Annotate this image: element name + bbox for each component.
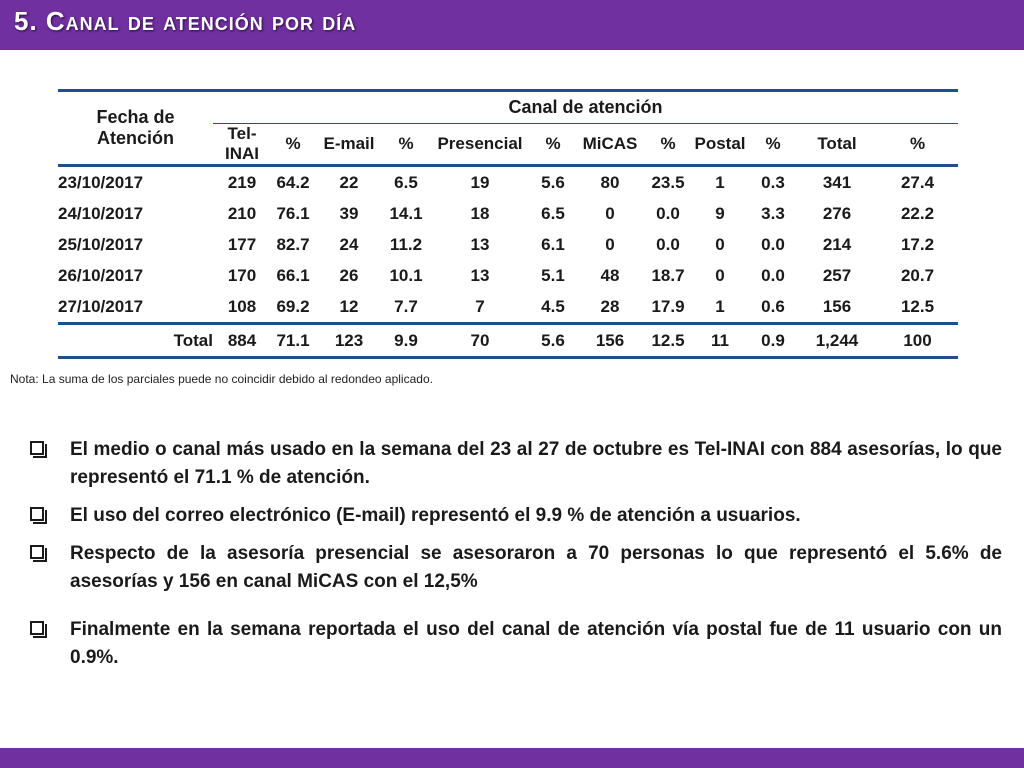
table-cell: 13 <box>470 234 490 254</box>
table-cell: 26 <box>339 265 359 285</box>
table-cell: 170 <box>227 265 257 285</box>
table-cell: 210 <box>227 203 257 223</box>
table-cell: 177 <box>227 234 257 254</box>
column-header: % <box>660 134 676 153</box>
slide-title: 5. Canal de atención por día <box>14 6 357 36</box>
table-cell: 6.1 <box>541 234 565 254</box>
table-cell: 4.5 <box>541 296 565 316</box>
table-cell: 19 <box>470 172 490 192</box>
total-cell: 156 <box>575 324 645 358</box>
table-row <box>58 229 958 260</box>
bullet-text: Respecto de la asesoría presencial se asesoraron a 70 personas lo que representó el 5.6% de asesorías y 156 en canal MiCAS con el 12,5% <box>70 543 1002 592</box>
table-cell: 0 <box>715 265 725 285</box>
table-cell: 39 <box>339 203 359 223</box>
table-cell: 0.0 <box>656 203 680 223</box>
column-header: % <box>285 134 301 153</box>
table-cell: 24 <box>339 234 359 254</box>
table-cell: 219 <box>227 172 257 192</box>
date-cell: 23/10/2017 <box>58 172 144 192</box>
table-cell: 20.7 <box>900 265 935 285</box>
table-cell: 76.1 <box>276 203 310 223</box>
date-cell: 24/10/2017 <box>58 203 144 223</box>
column-header: % <box>398 134 414 153</box>
table-cell: 23.5 <box>651 172 685 192</box>
table-cell: 5.1 <box>541 265 565 285</box>
bullet-item <box>30 540 1002 596</box>
table-cell: 12.5 <box>900 296 935 316</box>
table-cell: 80 <box>600 172 620 192</box>
table-cell: 1 <box>715 172 725 192</box>
total-cell: 123 <box>315 324 383 358</box>
bullet-list <box>30 436 1002 672</box>
table-cell: 64.2 <box>276 172 310 192</box>
date-cell: 27/10/2017 <box>58 296 144 316</box>
column-header: Presencial <box>437 134 523 153</box>
date-cell: 25/10/2017 <box>58 234 144 254</box>
table-cell: 0 <box>605 234 615 254</box>
total-cell: 71.1 <box>271 324 315 358</box>
bullet-text: El medio o canal más usado en la semana del 23 al 27 de octubre es Tel-INAI con 884 asesorías, lo que representó el 71.1 % de atención. <box>70 439 1002 488</box>
title-bar <box>0 0 1024 50</box>
table-row <box>58 198 958 229</box>
bottom-bar <box>0 748 1024 768</box>
table-cell: 257 <box>822 265 852 285</box>
total-cell: 9.9 <box>383 324 429 358</box>
table-body <box>58 166 958 324</box>
total-cell: 12.5 <box>645 324 691 358</box>
total-cell: 5.6 <box>531 324 575 358</box>
table-cell: 7 <box>475 296 485 316</box>
column-header: Total <box>817 134 857 153</box>
total-cell: 0.9 <box>749 324 797 358</box>
table-cell: 341 <box>822 172 852 192</box>
column-header: % <box>765 134 781 153</box>
table-cell: 1 <box>715 296 725 316</box>
table-cell: 214 <box>822 234 852 254</box>
table-cell: 27.4 <box>900 172 935 192</box>
canal-group-header: Canal de atención <box>213 91 958 124</box>
column-header: E-mail <box>323 134 375 153</box>
table-cell: 108 <box>227 296 257 316</box>
column-header: Tel-INAI <box>225 124 259 163</box>
checkbox-bullet-icon <box>30 621 44 635</box>
bullet-text: Finalmente en la semana reportada el uso del canal de atención vía postal fue de 11 usuario con un 0.9%. <box>70 619 1002 668</box>
table-cell: 0.0 <box>761 265 785 285</box>
table-row <box>58 166 958 199</box>
checkbox-bullet-icon <box>30 441 44 455</box>
total-cell: 11 <box>691 324 749 358</box>
table-cell: 82.7 <box>276 234 310 254</box>
table-cell: 14.1 <box>389 203 423 223</box>
table-cell: 13 <box>470 265 490 285</box>
total-cell: 1,244 <box>797 324 877 358</box>
table-cell: 6.5 <box>394 172 418 192</box>
table-cell: 5.6 <box>541 172 565 192</box>
total-cell: 70 <box>429 324 531 358</box>
table-cell: 0.0 <box>656 234 680 254</box>
fecha-header: Fecha de Atención <box>58 91 213 166</box>
table-cell: 66.1 <box>276 265 310 285</box>
table-cell: 48 <box>600 265 620 285</box>
total-cell: 884 <box>213 324 271 358</box>
table-row <box>58 260 958 291</box>
table-cell: 0 <box>715 234 725 254</box>
bullet-item <box>30 616 1002 672</box>
table-cell: 22.2 <box>900 203 935 223</box>
table-cell: 11.2 <box>389 234 423 254</box>
attention-table-container <box>58 89 958 359</box>
column-header: % <box>545 134 561 153</box>
total-cell: 100 <box>877 324 958 358</box>
column-header: Postal <box>694 134 746 153</box>
table-cell: 156 <box>822 296 852 316</box>
bullet-item <box>30 502 1002 530</box>
column-header: MiCAS <box>582 134 638 153</box>
table-row <box>58 291 958 324</box>
table-cell: 18.7 <box>651 265 685 285</box>
checkbox-bullet-icon <box>30 507 44 521</box>
table-cell: 18 <box>470 203 490 223</box>
total-label: Total <box>58 324 213 358</box>
date-cell: 26/10/2017 <box>58 265 144 285</box>
table-cell: 10.1 <box>389 265 423 285</box>
table-cell: 0.6 <box>761 296 785 316</box>
table-cell: 0.3 <box>761 172 785 192</box>
table-cell: 0 <box>605 203 615 223</box>
attention-table <box>58 89 958 359</box>
column-header: % <box>909 134 926 153</box>
table-note: Nota: La suma de los parciales puede no coincidir debido al redondeo aplicado. <box>10 372 433 386</box>
table-cell: 17.2 <box>900 234 935 254</box>
table-cell: 276 <box>822 203 852 223</box>
table-cell: 69.2 <box>276 296 310 316</box>
table-cell: 0.0 <box>761 234 785 254</box>
table-cell: 17.9 <box>651 296 685 316</box>
bullet-item <box>30 436 1002 492</box>
table-cell: 22 <box>339 172 359 192</box>
table-cell: 3.3 <box>761 203 785 223</box>
checkbox-bullet-icon <box>30 545 44 559</box>
table-cell: 7.7 <box>394 296 418 316</box>
total-row <box>58 324 958 358</box>
table-cell: 28 <box>600 296 620 316</box>
table-cell: 6.5 <box>541 203 565 223</box>
bullet-text: El uso del correo electrónico (E-mail) representó el 9.9 % de atención a usuarios. <box>70 505 801 526</box>
table-cell: 9 <box>715 203 725 223</box>
table-cell: 12 <box>339 296 359 316</box>
